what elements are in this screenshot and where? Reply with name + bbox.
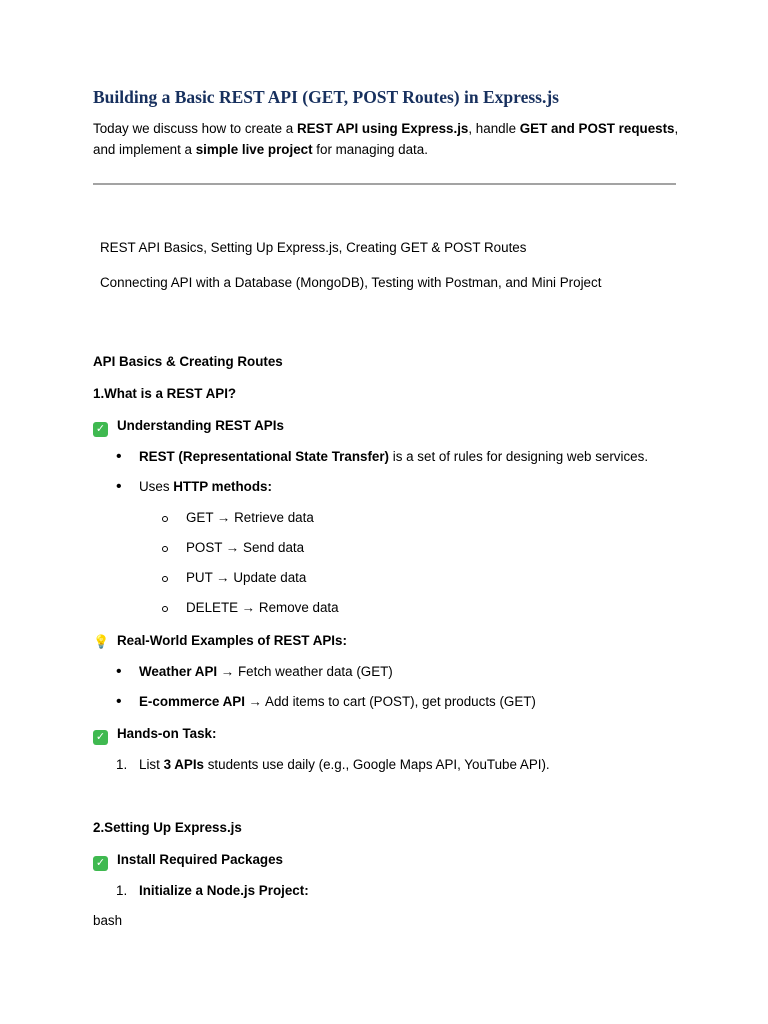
circle-bullet-icon xyxy=(162,606,168,612)
method-item: DELETE → Remove data xyxy=(186,600,339,615)
bullet-icon: • xyxy=(116,448,122,465)
section-heading: API Basics & Creating Routes xyxy=(93,354,283,369)
document-title: Building a Basic REST API (GET, POST Routes) in Express.js xyxy=(93,87,559,107)
circle-bullet-icon xyxy=(162,516,168,522)
task-item: List 3 APIs students use daily (e.g., Google Maps API, YouTube API). xyxy=(139,757,550,772)
list-number: 1. xyxy=(116,757,128,772)
subsection-heading-1: 1.What is a REST API? xyxy=(93,386,237,401)
bullet-icon: • xyxy=(116,693,122,710)
list-item-uses: Uses HTTP methods: xyxy=(139,479,272,494)
light-bulb-icon: 💡 xyxy=(93,634,110,649)
bullet-icon: • xyxy=(116,663,122,680)
outline-line-1: REST API Basics, Setting Up Express.js, Creating GET & POST Routes xyxy=(100,240,527,255)
subsection-heading-2: 2.Setting Up Express.js xyxy=(93,820,242,835)
method-item: POST → Send data xyxy=(186,540,305,555)
circle-bullet-icon xyxy=(162,576,168,582)
check-mark-icon: ✓ xyxy=(93,730,108,745)
circle-bullet-icon xyxy=(162,546,168,552)
bullet-icon: • xyxy=(116,478,122,495)
method-item: PUT → Update data xyxy=(186,570,307,585)
intro-line-2: and implement a simple live project for managing data. xyxy=(93,142,428,157)
horizontal-rule xyxy=(93,183,676,185)
outline-line-2: Connecting API with a Database (MongoDB), Testing with Postman, and Mini Project xyxy=(100,275,602,290)
list-item-rest: REST (Representational State Transfer) is a set of rules for designing web services. xyxy=(139,449,649,464)
check-mark-icon: ✓ xyxy=(93,856,108,871)
list-number: 1. xyxy=(116,883,128,898)
install-heading: ✓ Install Required Packages xyxy=(93,851,283,871)
step-item: Initialize a Node.js Project: xyxy=(139,883,309,898)
examples-heading: 💡 Real-World Examples of REST APIs: xyxy=(93,633,347,649)
list-item-weather: Weather API → Fetch weather data (GET) xyxy=(139,664,393,679)
code-language-label: bash xyxy=(93,913,123,928)
list-item-ecommerce: E-commerce API → Add items to cart (POST), get products (GET) xyxy=(139,694,536,709)
check-mark-icon: ✓ xyxy=(93,422,108,437)
understanding-heading: ✓ Understanding REST APIs xyxy=(93,417,284,437)
task-heading: ✓ Hands-on Task: xyxy=(93,725,216,745)
method-item: GET → Retrieve data xyxy=(186,510,314,525)
intro-line-1: Today we discuss how to create a REST API using Express.js, handle GET and POST requests, xyxy=(93,121,679,136)
